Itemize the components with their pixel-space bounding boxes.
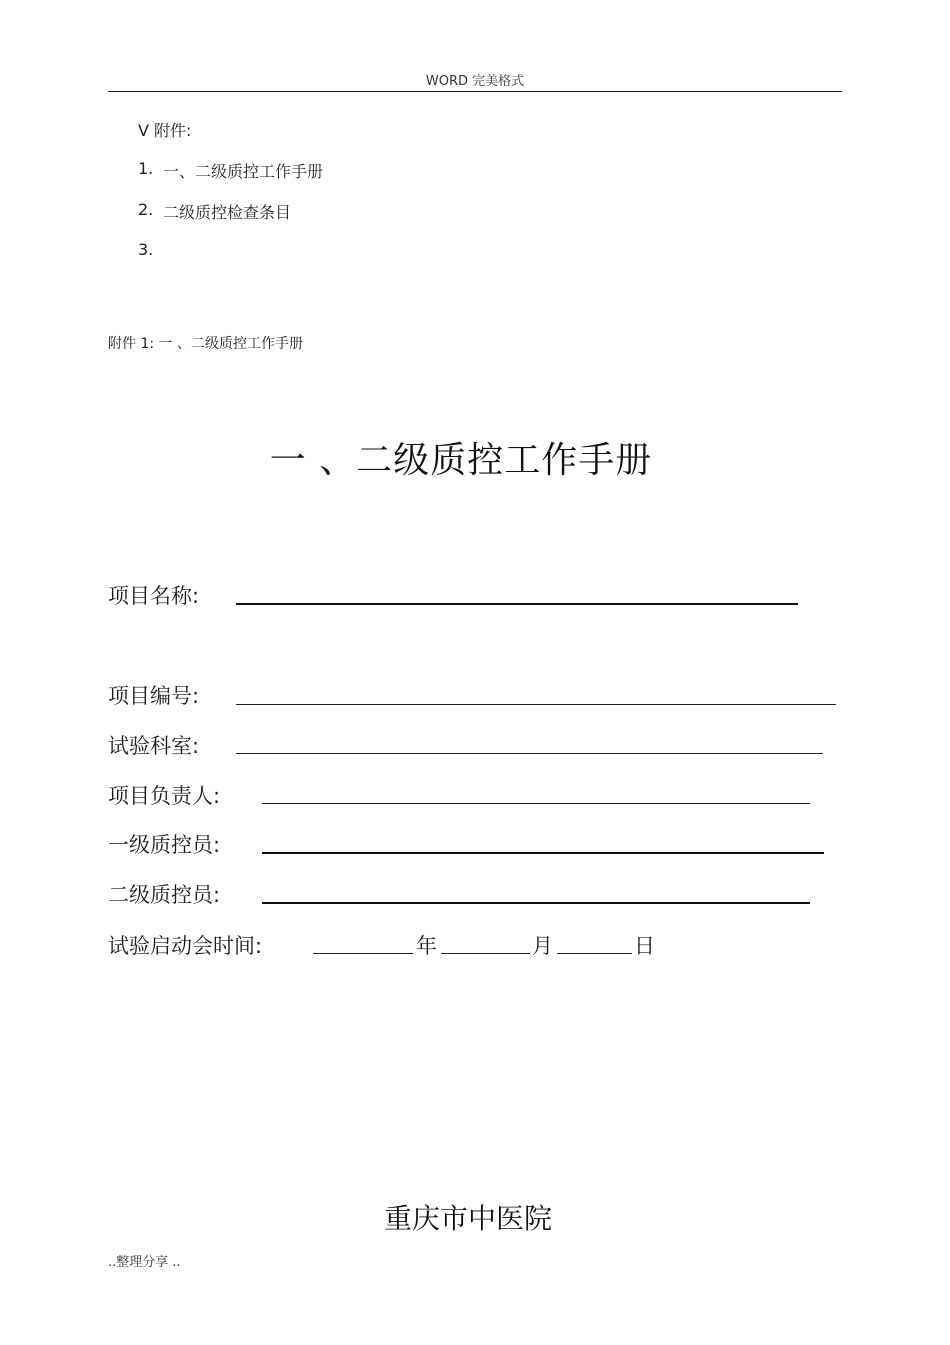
- kickoff-time-label: 试验启动会时间:: [108, 934, 263, 958]
- kickoff-year-unit: 年: [416, 934, 437, 958]
- kickoff-month-unit: 月: [532, 934, 553, 958]
- appendix-heading: Ⅴ 附件:: [138, 121, 192, 140]
- project-leader-field-line[interactable]: [262, 803, 810, 804]
- department-field-line[interactable]: [236, 753, 823, 754]
- kickoff-day-field-line[interactable]: [557, 953, 632, 954]
- kickoff-day-unit: 日: [634, 934, 655, 958]
- appendix-item-2-text: 二级质控检查条目: [163, 203, 292, 222]
- appendix-item-1-text: 一、二级质控工作手册: [163, 162, 324, 181]
- document-title: 一 、二级质控工作手册: [269, 440, 653, 481]
- kickoff-year-field-line[interactable]: [313, 953, 413, 954]
- project-name-field-line[interactable]: [236, 603, 798, 605]
- project-number-field-line[interactable]: [236, 704, 836, 705]
- page-header: WORD 完美格式: [425, 74, 525, 89]
- project-number-label: 项目编号:: [108, 684, 200, 708]
- project-name-label: 项目名称:: [108, 584, 200, 608]
- attachment-label: 附件 1: 一 、二级质控工作手册: [108, 336, 303, 352]
- department-label: 试验科室:: [108, 734, 200, 758]
- kickoff-month-field-line[interactable]: [441, 953, 530, 954]
- qc-level2-label: 二级质控员:: [108, 883, 221, 907]
- project-leader-label: 项目负责人:: [108, 784, 221, 808]
- hospital-name: 重庆市中医院: [383, 1202, 552, 1235]
- qc-level1-label: 一级质控员:: [108, 833, 221, 857]
- footer-note: ..整理分享 ..: [108, 1255, 181, 1270]
- appendix-item-1-number: 1.: [138, 159, 154, 178]
- appendix-item-3-number: 3.: [138, 240, 154, 259]
- header-divider: [108, 91, 842, 92]
- qc-level2-field-line[interactable]: [262, 902, 810, 904]
- qc-level1-field-line[interactable]: [262, 852, 824, 854]
- appendix-item-2-number: 2.: [138, 200, 154, 219]
